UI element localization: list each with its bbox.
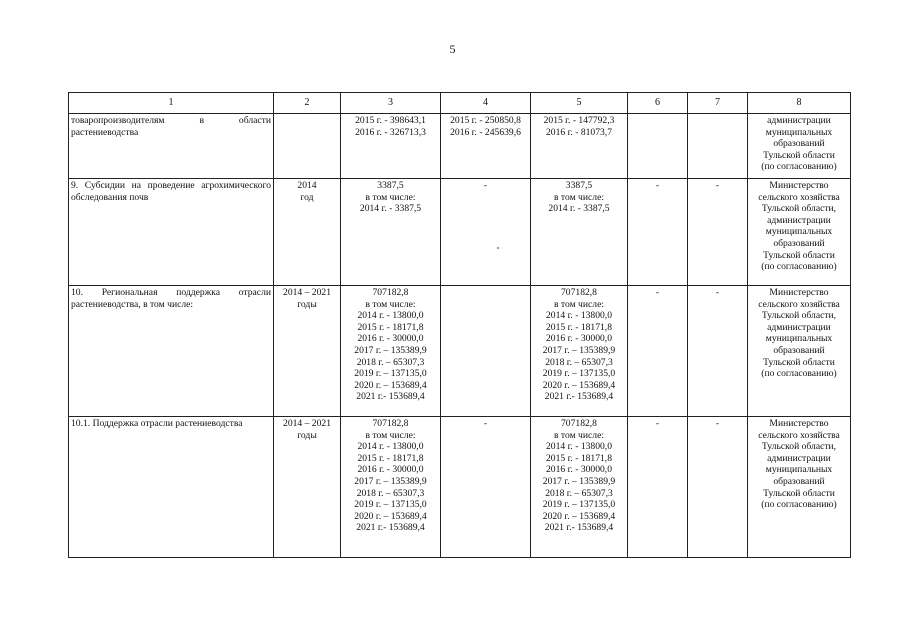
activity-name-cell: 10.1. Поддержка отрасли растениеводства xyxy=(69,417,274,558)
cell-line: Тульской области xyxy=(763,487,835,499)
header-row xyxy=(69,93,851,114)
cell-line: (по согласованию) xyxy=(761,261,837,273)
cell-line: в том числе: xyxy=(365,429,416,441)
cell-line: в том числе: xyxy=(553,429,604,441)
cell-line: (по согласованию) xyxy=(761,368,837,380)
cell-line: 3387,5 xyxy=(377,180,404,191)
header-col-1: 1 xyxy=(69,93,274,114)
cell-line: 2020 г. – 153689,4 xyxy=(354,510,427,522)
responsible-cell xyxy=(748,179,851,286)
activity-name-cell: 10. Региональная поддержка отрасли растениеводства, в том числе: xyxy=(69,286,274,417)
cell-line: в том числе: xyxy=(365,191,416,203)
cell-line: 3387,5 xyxy=(565,180,593,191)
cell-line: 2014 г. - 3387,5 xyxy=(548,203,610,215)
col7-cell xyxy=(688,114,748,179)
cell-line: 2015 г. - 147792,3 xyxy=(543,115,615,126)
cell-line: образований xyxy=(773,344,825,356)
program-table xyxy=(68,92,851,558)
cell-line: образований xyxy=(773,138,825,150)
cell-line: Тульской области, xyxy=(761,310,837,322)
cell-line: муниципальных xyxy=(765,464,833,476)
cell-line: Тульской области xyxy=(763,149,835,161)
cell-line: 2018 г. – 65307,3 xyxy=(356,487,425,499)
cell-line: (по согласованию) xyxy=(761,161,837,173)
cell-line: 2017 г. – 135389,9 xyxy=(354,344,427,356)
cell-line: (по согласованию) xyxy=(761,499,837,511)
cell-line: 2019 г. – 137135,0 xyxy=(542,368,616,380)
col3-cell xyxy=(341,114,441,179)
cell-line: 2017 г. – 135389,9 xyxy=(542,344,616,356)
col5-cell xyxy=(531,114,628,179)
table-row xyxy=(69,179,851,286)
col6-cell: - xyxy=(628,417,688,558)
col4-cell xyxy=(441,179,531,286)
header-col-6: 6 xyxy=(628,93,688,114)
header-col-3: 3 xyxy=(341,93,441,114)
cell-line: образований xyxy=(773,237,825,249)
header-col-8: 8 xyxy=(748,93,851,114)
cell-line: 2016 г. - 326713,3 xyxy=(355,126,426,138)
cell-line: 2015 г. - 398643,1 xyxy=(355,115,426,126)
cell-line: год xyxy=(300,191,314,203)
col7-cell: - xyxy=(688,286,748,417)
cell-line: в том числе: xyxy=(553,191,604,203)
cell-line: 707182,8 xyxy=(561,287,597,298)
cell-line: сельского хозяйства xyxy=(758,298,840,310)
period-cell xyxy=(274,114,341,179)
cell-line: администрации xyxy=(767,452,831,464)
cell-line: в том числе: xyxy=(365,298,416,310)
responsible-cell xyxy=(748,417,851,558)
cell-line: 707182,8 xyxy=(372,418,409,429)
cell-line: 2021 г.- 153689,4 xyxy=(544,522,614,534)
col6-cell xyxy=(628,114,688,179)
cell-line: 2015 г. - 18171,8 xyxy=(357,321,424,333)
col3-cell xyxy=(341,179,441,286)
cell-line: 2018 г. – 65307,3 xyxy=(356,356,425,368)
cell-line: Министерство xyxy=(769,418,829,429)
col6-cell: - xyxy=(628,286,688,417)
header-col-7: 7 xyxy=(688,93,748,114)
responsible-cell xyxy=(748,114,851,179)
cell-line: муниципальных xyxy=(765,226,833,238)
cell-line: 2017 г. – 135389,9 xyxy=(542,475,616,487)
cell-line: 2020 г. – 153689,4 xyxy=(354,379,427,391)
cell-line: 2016 г. - 30000,0 xyxy=(545,333,612,345)
cell-line: администрации xyxy=(767,115,831,126)
cell-line: 2015 г. - 18171,8 xyxy=(545,321,612,333)
cell-line: 2019 г. – 137135,0 xyxy=(354,499,427,511)
cell-line: 2015 г. - 18171,8 xyxy=(357,452,424,464)
cell-line: в том числе: xyxy=(553,298,604,310)
col4-cell xyxy=(441,417,531,558)
page-number: 5 xyxy=(449,42,456,56)
activity-name-cell: товаропроизводителям в области растениеводства xyxy=(69,114,274,179)
cell-line: 2016 г. - 245639,6 xyxy=(450,126,521,138)
col3-cell xyxy=(341,417,441,558)
col5-cell xyxy=(531,286,628,417)
col4-cell xyxy=(441,114,531,179)
cell-line: 2014 – 2021 xyxy=(283,418,331,429)
cell-line: Министерство xyxy=(769,180,829,191)
cell-line: Тульской области xyxy=(763,249,835,261)
cell-line: Тульской области xyxy=(763,356,835,368)
cell-line: 2016 г. - 30000,0 xyxy=(357,464,424,476)
cell-line: 2020 г. – 153689,4 xyxy=(542,510,616,522)
period-cell xyxy=(274,179,341,286)
period-cell xyxy=(274,417,341,558)
cell-line: 2015 г. - 18171,8 xyxy=(545,452,612,464)
cell-line: 2017 г. – 135389,9 xyxy=(354,475,427,487)
responsible-cell xyxy=(748,286,851,417)
cell-line: администрации xyxy=(767,214,831,226)
cell-line: 2016 г. - 30000,0 xyxy=(545,464,612,476)
cell-line: Министерство xyxy=(769,287,829,298)
cell-line: - xyxy=(483,418,488,429)
cell-line: 2015 г. - 250850,8 xyxy=(450,115,521,126)
cell-line: 2014 г. - 13800,0 xyxy=(357,310,424,322)
table-row xyxy=(69,114,851,179)
col5-cell xyxy=(531,179,628,286)
cell-line: 2019 г. – 137135,0 xyxy=(354,368,427,380)
cell-line: 2014 – 2021 xyxy=(283,287,331,298)
cell-line: сельского хозяйства xyxy=(758,191,840,203)
col5-cell xyxy=(531,417,628,558)
header-col-2: 2 xyxy=(274,93,341,114)
cell-line: Тульской области, xyxy=(761,203,837,215)
cell-line: 2014 г. - 13800,0 xyxy=(545,441,612,453)
col3-cell xyxy=(341,286,441,417)
cell-line: годы xyxy=(297,429,317,441)
cell-line: 2014 г. - 3387,5 xyxy=(359,203,422,215)
cell-line: - xyxy=(483,180,488,191)
cell-line: 2021 г.- 153689,4 xyxy=(544,391,614,403)
cell-line: муниципальных xyxy=(765,126,833,138)
cell-line: 2016 г. - 81073,7 xyxy=(545,126,612,138)
col4-cell xyxy=(441,286,531,417)
cell-line: 2018 г. – 65307,3 xyxy=(545,487,613,499)
cell-line: годы xyxy=(297,298,317,310)
table-row xyxy=(69,286,851,417)
cell-line: муниципальных xyxy=(765,333,833,345)
cell-line: 2014 г. - 13800,0 xyxy=(357,441,424,453)
cell-line: 707182,8 xyxy=(561,418,597,429)
col6-cell: - xyxy=(628,179,688,286)
period-cell xyxy=(274,286,341,417)
cell-line: образований xyxy=(773,475,825,487)
cell-line: 2019 г. – 137135,0 xyxy=(542,499,616,511)
cell-line: 2020 г. – 153689,4 xyxy=(542,379,616,391)
cell-line: 2016 г. - 30000,0 xyxy=(357,333,424,345)
table-row xyxy=(69,417,851,558)
col7-cell: - xyxy=(688,179,748,286)
cell-line: администрации xyxy=(767,321,831,333)
header-col-4: 4 xyxy=(441,93,531,114)
cell-line: сельского хозяйства xyxy=(758,429,840,441)
col7-cell: - xyxy=(688,417,748,558)
header-col-5: 5 xyxy=(531,93,628,114)
cell-line: Тульской области, xyxy=(761,441,837,453)
activity-name-cell: 9. Субсидии на проведение агрохимического обследования почв xyxy=(69,179,274,286)
scan-speck xyxy=(497,247,499,249)
cell-line: 707182,8 xyxy=(372,287,409,298)
cell-line: 2021 г.- 153689,4 xyxy=(356,522,425,534)
cell-line: 2018 г. – 65307,3 xyxy=(545,356,613,368)
cell-line: 2014 г. - 13800,0 xyxy=(545,310,612,322)
cell-line: 2014 xyxy=(297,180,317,191)
cell-line: 2021 г.- 153689,4 xyxy=(356,391,425,403)
